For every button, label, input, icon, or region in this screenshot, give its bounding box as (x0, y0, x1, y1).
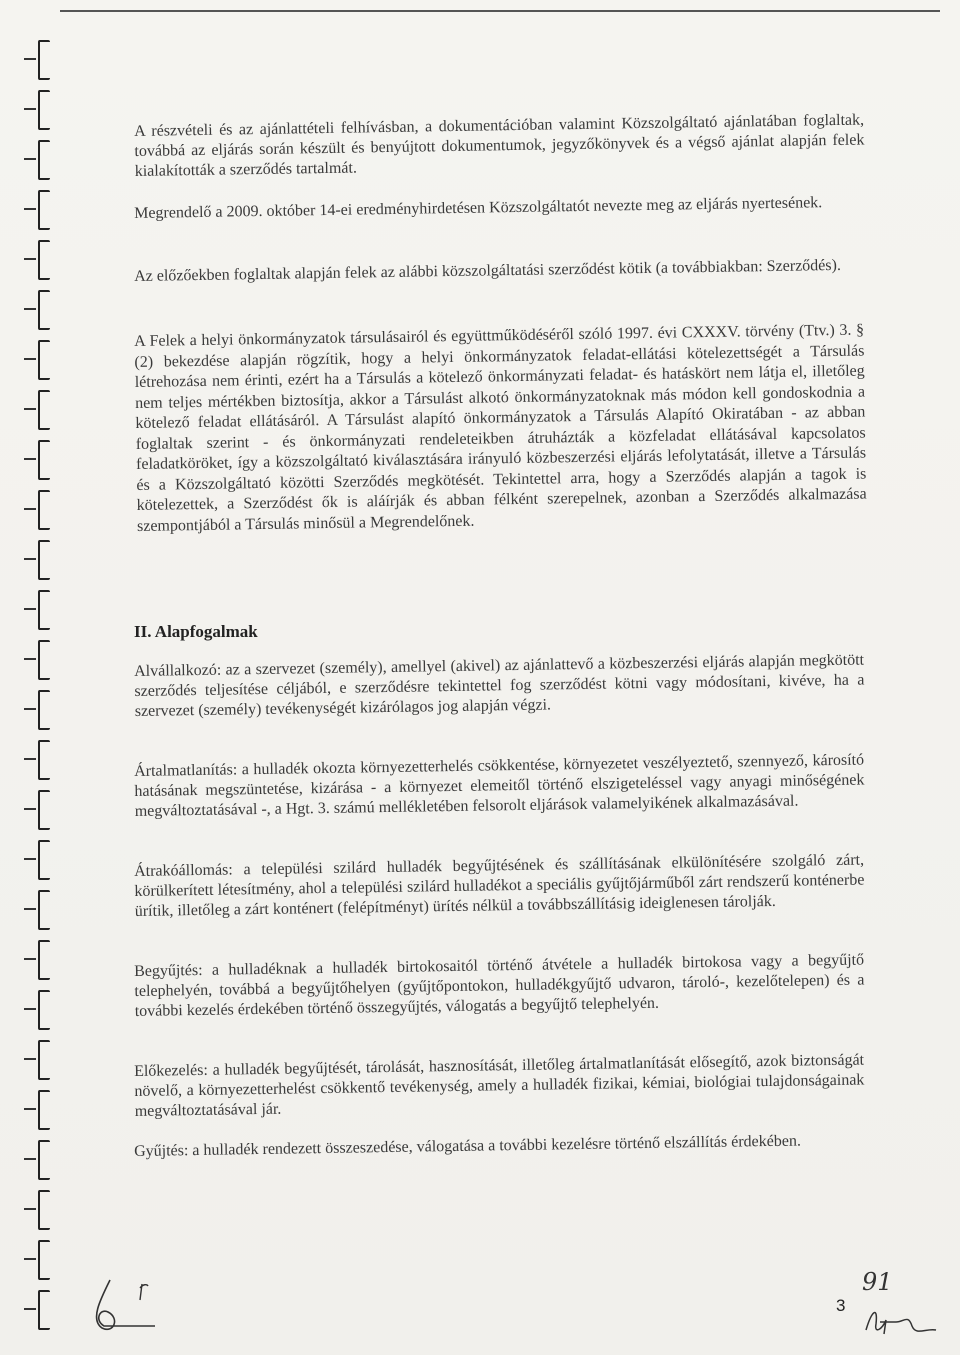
binding-tick (24, 708, 36, 710)
binding-tick (24, 508, 36, 510)
binding-mark (38, 740, 50, 780)
definition-atrakoallomas: Átrakóállomás: a települési szilárd hulladék begyűjtésének és szállításának elkülönítésére szolgáló zárt, körülkerített létesítmény, ahol a települési szilárd hulladékot a speciális gyűjtőjárműből zárt rendszerű konténerbe ürítik, illetőleg a zárt konténert (felépítményt) ürítés nélkül a továbbszállításig ideiglenesen tárolják. (134, 851, 865, 920)
binding-holes (0, 0, 70, 1355)
binding-mark (38, 390, 50, 430)
binding-tick (24, 658, 36, 660)
definition-artalmatlanitas: Ártalmatlanítás: a hulladék okozta környezetterhelés csökkentése, környezetet veszélyeztető, szennyező, károsító hatásának megszüntetése, kizárása - a környezet elemeitől történő elszigeteléssel vagy anyagi minőségének megváltoztatásával -, a Hgt. 3. számú mellékletében felsorolt eljárások valamelyikének alkalmazásával. (134, 751, 865, 820)
binding-mark (38, 290, 50, 330)
annotation-text: 91 (862, 1268, 893, 1296)
top-rule (60, 10, 940, 12)
binding-mark (38, 590, 50, 630)
binding-tick (24, 208, 36, 210)
definition-elokezeles: Előkezelés: a hulladék begyűjtését, tárolását, hasznosítását, illetőleg ártalmatlanítását elősegítő, azok biztonságát növelő, a környezetterhelést csökkentő tevékenység, amely a hulladék fizikai, kémiai, biológiai tulajdonságainak megváltoztatásával jár. (134, 1051, 865, 1120)
binding-mark (38, 640, 50, 680)
binding-mark (38, 990, 50, 1030)
binding-mark (38, 1090, 50, 1130)
binding-mark (38, 90, 50, 130)
binding-mark (38, 690, 50, 730)
binding-tick (24, 808, 36, 810)
definition-alvallalkozo: Alvállalkozó: az a szervezet (személy), amellyel (akivel) az ajánlattevő a közbeszerzési eljárás alapján megkötött szerződés teljesítése céljából, e szerződésre tekintettel fog szerződést kötni vagy módosítani, kivéve, ha a szervezet (személy) tevékenységét kizárólagos jog alapján végzi. (134, 651, 865, 720)
section-heading: II. Alapfogalmak (134, 622, 258, 641)
binding-mark (38, 340, 50, 380)
binding-tick (24, 1258, 36, 1260)
binding-tick (24, 108, 36, 110)
binding-mark (38, 140, 50, 180)
binding-tick (24, 1008, 36, 1010)
binding-tick (24, 608, 36, 610)
page-number: 3 (836, 1296, 846, 1315)
binding-mark (38, 1040, 50, 1080)
binding-tick (24, 58, 36, 60)
contract-paragraph: Az előzőekben foglaltak alapján felek az alábbi közszolgáltatási szerződést kötik (a továbbiakban: Szerződés). (134, 256, 842, 285)
definition-gyujtes: Gyűjtés: a hulladék rendezett összeszedése, válogatása a további kezelésre történő elszállítás érdekében. (134, 1132, 802, 1160)
binding-mark (38, 790, 50, 830)
binding-tick (24, 1108, 36, 1110)
binding-tick (24, 1208, 36, 1210)
parties-paragraph: A Felek a helyi önkormányzatok társulásairól és együttműködéséről szóló 1997. évi CXXXV. törvény (Ttv.) 3. § (2) bekezdése alapján rögzítik, hogy a helyi önkormányzatok feladat-ellátási kötelezettségét a Társulás létrehozása nem érinti, ezért ha a Társulás a kötelező önkormányzati feladat- és hatáskört nem látja el, illetőleg nem teljes mértékben biztosítja, akkor a Társulást alkotó önkormányzatoknak más módon kell gondoskodnia a kötelező feladat ellátásáról. A Társulást alapító önkormányzatok a Társulás Alapító Okiratában - az abban foglaltak szerint - és önkormányzati rendeleteikben átruházták a közfeladat ellátásával kapcsolatos feladatköröket, így a közszolgáltató kiválasztására irányuló közbeszerzési eljárás lefolytatását, illetve a Társulás és a Közszolgáltató közötti Szerződés megkötését. Tekintettel arra, hogy a Szerződés alapján a tagok is kötelezettek, a Szerződést ők is aláírják és abban félként szerepelnek, azonban a Szerződés alkalmazása szempontjából a Társulás minősül a Megrendelőnek. (134, 321, 867, 535)
signature-left (80, 1270, 170, 1340)
binding-tick (24, 958, 36, 960)
signature-right (860, 1300, 940, 1340)
binding-tick (24, 158, 36, 160)
binding-mark (38, 1190, 50, 1230)
binding-mark (38, 540, 50, 580)
handwritten-annotation (858, 1264, 898, 1298)
binding-mark (38, 840, 50, 880)
binding-mark (38, 490, 50, 530)
binding-tick (24, 1058, 36, 1060)
binding-tick (24, 258, 36, 260)
binding-mark (38, 40, 50, 80)
binding-tick (24, 558, 36, 560)
binding-tick (24, 1308, 36, 1310)
binding-mark (38, 1290, 50, 1330)
binding-tick (24, 308, 36, 310)
binding-tick (24, 458, 36, 460)
intro-paragraph: A részvételi és az ajánlattételi felhívásban, a dokumentációban valamint Közszolgáltató ajánlatában foglaltak, továbbá az eljárás során készült és benyújtott dokumentumok, jegyzőkönyvek és a végső ajánlat alapján felek kialakították a szerződés tartalmát. (134, 111, 865, 180)
binding-tick (24, 908, 36, 910)
binding-tick (24, 358, 36, 360)
binding-mark (38, 190, 50, 230)
binding-mark (38, 940, 50, 980)
binding-mark (38, 1240, 50, 1280)
binding-tick (24, 1158, 36, 1160)
definition-begyujtes: Begyűjtés: a hulladéknak a hulladék birtokosaitól történő átvétele a hulladék birtokosa vagy a begyűjtő telephelyén, továbbá a begyűjtőhelyen (gyűjtőpontokon, hulladékgyűjtő udvaron, tároló-, kezelőtelepen) és a további kezelés érdekében történő összegyűjtés, válogatás a begyűjtő telephelyén. (134, 951, 865, 1020)
binding-mark (38, 240, 50, 280)
winner-paragraph: Megrendelő a 2009. október 14-ei eredményhirdetésen Közszolgáltatót nevezte meg az eljárás nyertesének. (134, 194, 823, 222)
binding-mark (38, 1140, 50, 1180)
binding-tick (24, 408, 36, 410)
binding-tick (24, 858, 36, 860)
binding-mark (38, 890, 50, 930)
binding-tick (24, 758, 36, 760)
binding-mark (38, 440, 50, 480)
